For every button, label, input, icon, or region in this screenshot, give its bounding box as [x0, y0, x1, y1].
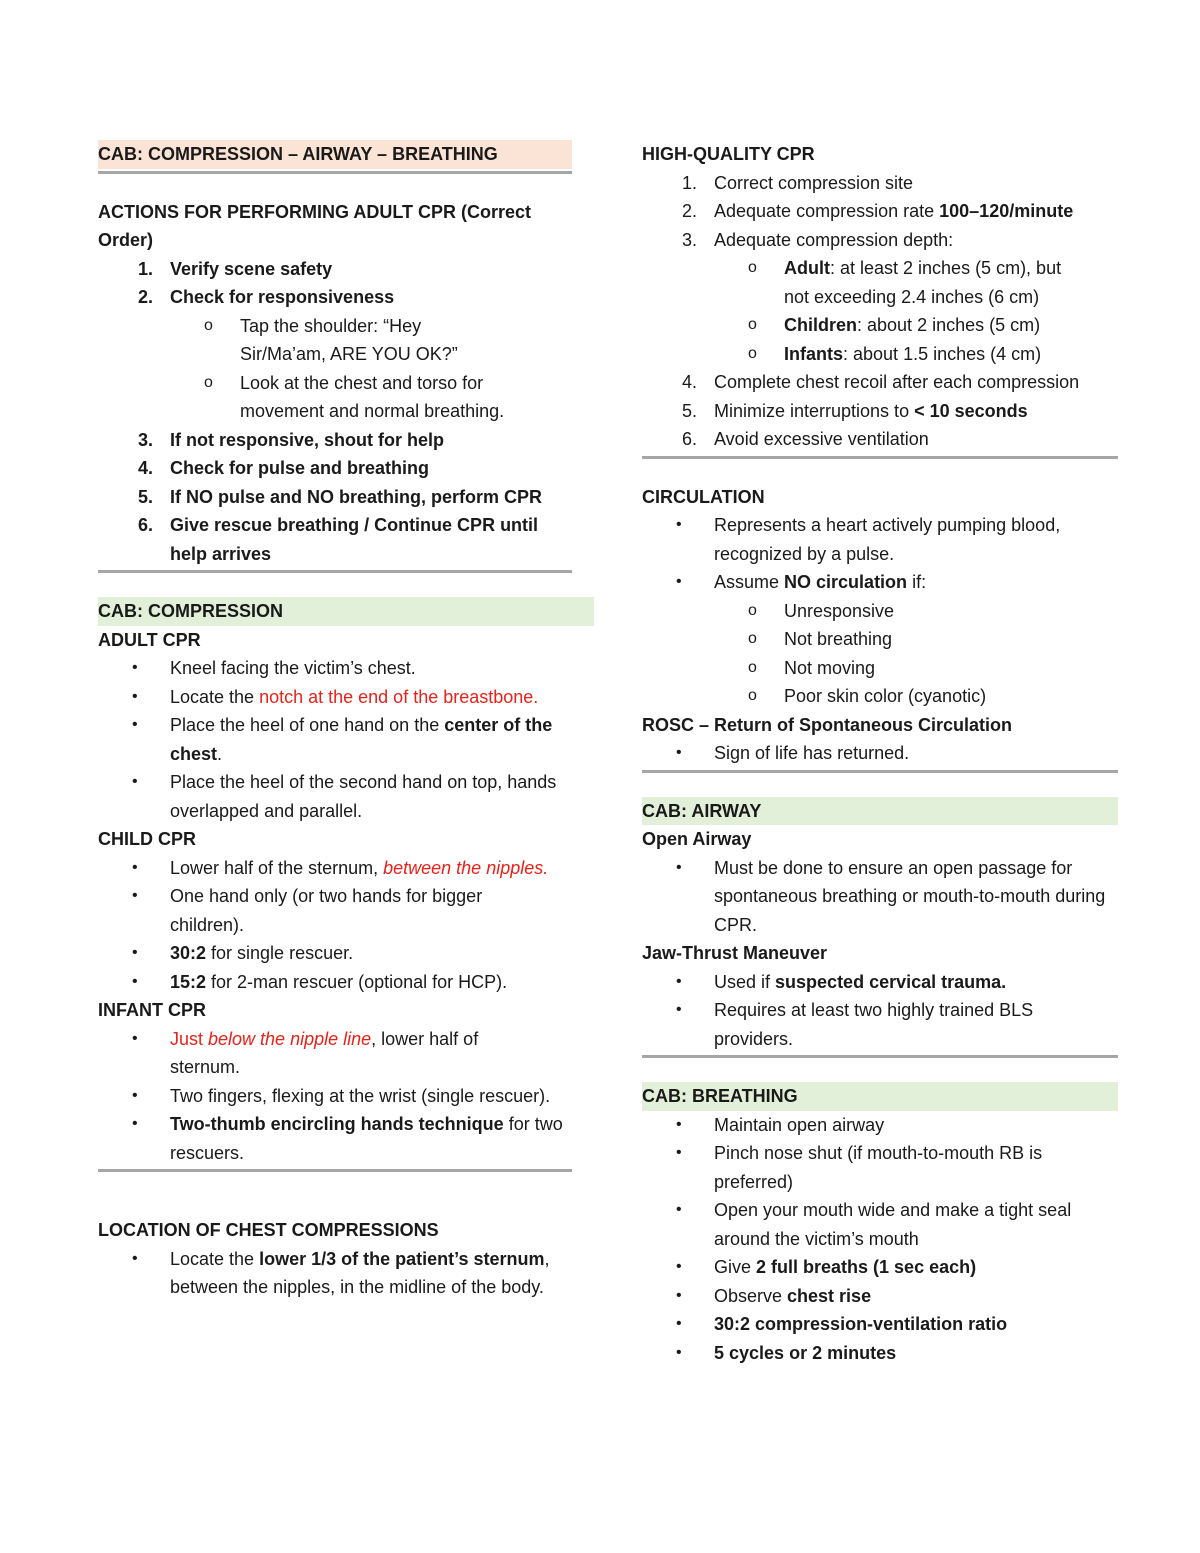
list-item: 3. If not responsive, shout for help: [138, 429, 445, 450]
list-item: • Open your mouth wide and make a tight seal around the victim’s mouth: [676, 1200, 1072, 1249]
list-item: • Place the heel of the second hand on top, hands overlapped and parallel.: [132, 772, 557, 821]
hq-cpr-title: HIGH-QUALITY CPR: [642, 144, 815, 164]
list-item: • One hand only (or two hands for bigger children).: [132, 886, 483, 935]
divider: [98, 570, 572, 573]
divider: [98, 171, 572, 174]
list-item: • Maintain open airway: [676, 1114, 885, 1135]
list-item: 4. Check for pulse and breathing: [138, 458, 430, 478]
spacer: [98, 1172, 594, 1216]
adult-cpr-title: ADULT CPR: [98, 629, 201, 650]
list-item: • Give 2 full breaths (1 sec each): [676, 1257, 977, 1277]
list-item: • Assume NO circulation if: o Unresponsive o Not breathing o Not moving o Poor skin color (cyanotic): [642, 568, 1118, 711]
compression-title: CAB: COMPRESSION: [98, 597, 594, 626]
list-item: 4. Complete chest recoil after each compression: [682, 372, 1080, 392]
list-item: • 15:2 for 2-man rescuer (optional for HCP).: [132, 971, 508, 992]
breathing-list: [642, 1111, 1118, 1368]
list-item: 5. If NO pulse and NO breathing, perform CPR: [138, 486, 543, 507]
infant-cpr-list: [98, 1025, 594, 1168]
list-item: • 30:2 compression-ventilation ratio: [676, 1314, 1008, 1334]
divider: [642, 770, 1118, 773]
list-item: 2. Adequate compression rate 100–120/minute: [682, 201, 1074, 221]
rosc-title: ROSC – Return of Spontaneous Circulation: [642, 714, 1013, 735]
list-item: 5. Minimize interruptions to < 10 seconds: [682, 400, 1028, 421]
divider: [642, 456, 1118, 459]
list-item: o Not breathing: [748, 629, 893, 649]
rosc-list: [642, 739, 1118, 768]
list-item: 6. Avoid excessive ventilation: [682, 429, 929, 449]
circulation-list: [642, 511, 1118, 711]
list-item: o Not moving: [748, 657, 876, 678]
list-item: • Place the heel of one hand on the center of the chest.: [132, 715, 553, 764]
list-item: • Two-thumb encircling hands technique for two rescuers.: [132, 1114, 563, 1163]
location-list: [98, 1245, 572, 1302]
list-item: • Used if suspected cervical trauma.: [676, 971, 1007, 992]
right-column: [642, 140, 1118, 1367]
list-item: • Kneel facing the victim’s chest.: [132, 658, 416, 678]
circulation-title: CIRCULATION: [642, 486, 765, 507]
jaw-thrust-list: [642, 968, 1118, 1054]
list-item: • Locate the notch at the end of the breastbone.: [132, 686, 539, 707]
open-airway-list: [642, 854, 1118, 940]
hq-cpr-list: [642, 169, 1118, 454]
list-item: • Represents a heart actively pumping blood, recognized by a pulse.: [676, 515, 1061, 564]
list-item: 1. Correct compression site: [682, 172, 914, 193]
list-item: o Poor skin color (cyanotic): [748, 686, 987, 706]
left-column: [98, 140, 594, 1302]
list-item: • Pinch nose shut (if mouth-to-mouth RB is preferred): [676, 1143, 1043, 1192]
list-item: 1. Verify scene safety: [138, 258, 333, 279]
location-title: LOCATION OF CHEST COMPRESSIONS: [98, 1220, 439, 1240]
list-item: • 5 cycles or 2 minutes: [676, 1342, 897, 1363]
list-item: 3. Adequate compression depth: o Adult: at least 2 inches (5 cm), but not exceeding 2.4 inches (6 cm) o Children: about 2 inches (5 cm) o Infants: about 1.5 inches (4 cm): [642, 226, 1118, 369]
list-item: o Children: about 2 inches (5 cm): [748, 315, 1041, 335]
cab-title: CAB: COMPRESSION – AIRWAY – BREATHING: [98, 140, 572, 169]
actions-list: [98, 255, 594, 569]
child-cpr-list: [98, 854, 594, 997]
list-item: • Two fingers, flexing at the wrist (single rescuer).: [132, 1085, 551, 1106]
list-item: o Unresponsive: [748, 600, 895, 621]
airway-title: CAB: AIRWAY: [642, 797, 1118, 826]
list-item: • Requires at least two highly trained BLS providers.: [676, 1000, 1034, 1049]
list-item: • Locate the lower 1/3 of the patient’s sternum, between the nipples, in the midline of the body.: [132, 1248, 550, 1297]
adult-cpr-list: [98, 654, 594, 825]
breathing-title: CAB: BREATHING: [642, 1082, 1118, 1111]
jaw-thrust-title: Jaw-Thrust Maneuver: [642, 943, 828, 963]
child-cpr-title: CHILD CPR: [98, 829, 196, 849]
list-item: • Sign of life has returned.: [676, 743, 910, 763]
no-circulation-sublist: [642, 597, 1118, 711]
list-item: 2. Check for responsiveness o Tap the shoulder: “Hey Sir/Ma’am, ARE YOU OK?” o Look at the chest and torso for movement and normal breathing.: [98, 283, 594, 426]
divider: [642, 1055, 1118, 1058]
list-item: o Infants: about 1.5 inches (4 cm): [748, 343, 1042, 364]
depth-sublist: [642, 254, 1062, 368]
list-item: o Look at the chest and torso for movement and normal breathing.: [204, 372, 505, 421]
list-item: • Observe chest rise: [676, 1285, 872, 1306]
list-item: • 30:2 for single rescuer.: [132, 943, 354, 963]
list-item: 6. Give rescue breathing / Continue CPR until help arrives: [138, 515, 539, 564]
responsiveness-sublist: [98, 312, 508, 426]
open-airway-title: Open Airway: [642, 829, 752, 849]
list-item: o Tap the shoulder: “Hey Sir/Ma’am, ARE YOU OK?”: [204, 315, 458, 364]
list-item: • Lower half of the sternum, between the nipples.: [132, 857, 549, 878]
list-item: o Adult: at least 2 inches (5 cm), but not exceeding 2.4 inches (6 cm): [748, 258, 1062, 307]
actions-title: ACTIONS FOR PERFORMING ADULT CPR (Correct Order): [98, 201, 532, 250]
infant-cpr-title: INFANT CPR: [98, 1000, 206, 1020]
list-item: • Must be done to ensure an open passage for spontaneous breathing or mouth-to-mouth during CPR.: [676, 857, 1106, 935]
list-item: • Just below the nipple line, lower half of sternum.: [132, 1028, 479, 1077]
